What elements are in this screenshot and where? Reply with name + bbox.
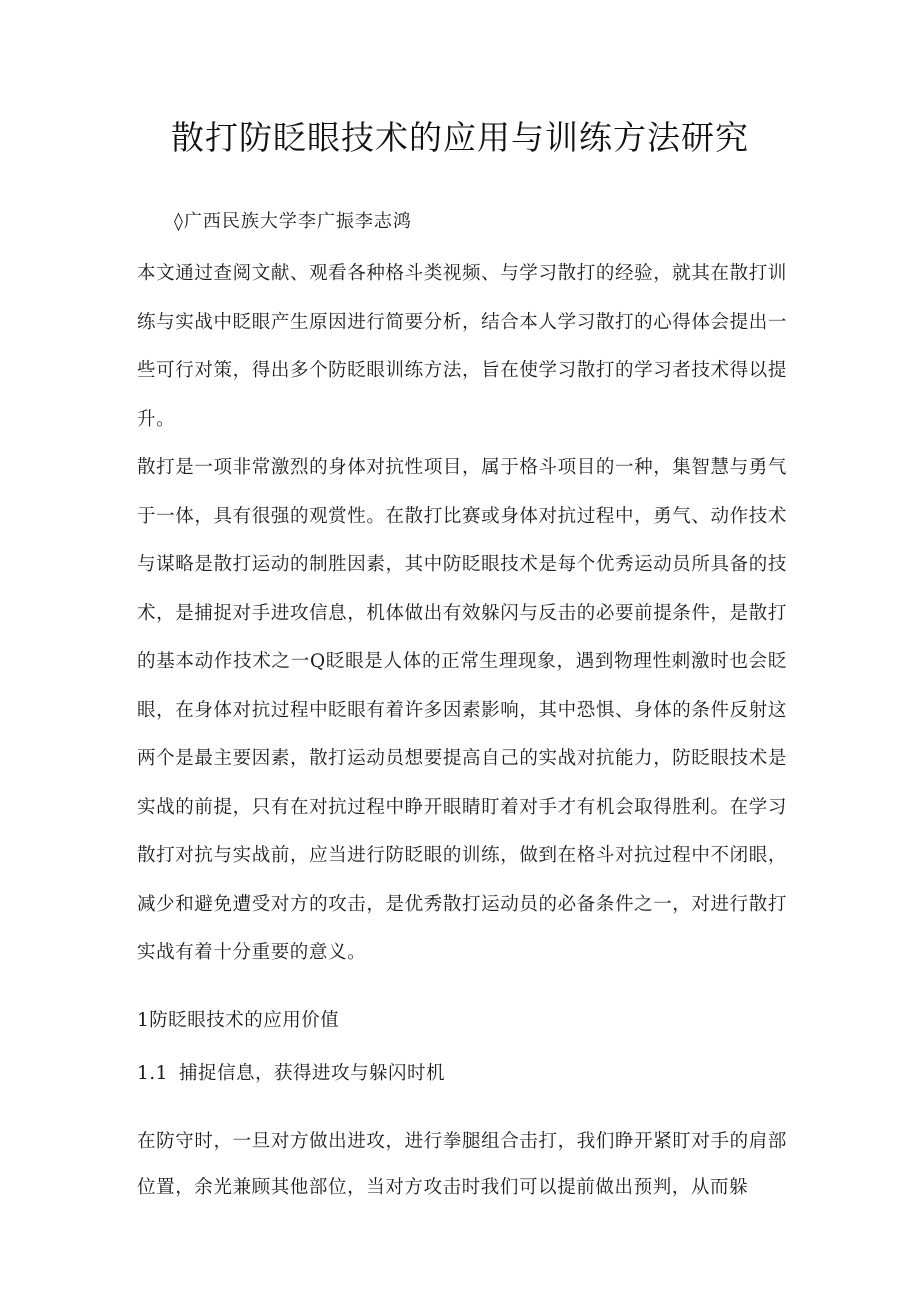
document-title: 散打防眨眼技术的应用与训练方法研究	[171, 118, 749, 157]
intro-paragraph: 散打是一项非常激烈的身体对抗性项目，属于格斗项目的一种，集智慧与勇气于一体，具有很强的观赏性。在散打比赛或身体对抗过程中，勇气、动作技术与谋略是散打运动的制胜因素，其中防眨眼技术是每个优秀运动员所具备的技术，是捕捉对手进攻信息，机体做出有效躲闪与反击的必要前提条件，是散打的基本动作技术之一Q眨眼是人体的正常生理现象，遇到物理性刺激时也会眨眼，在身体对抗过程中眨眼有着许多因素影响，其中恐惧、身体的条件反射这两个是最主要因素，散打运动员想要提高自己的实战对抗能力，防眨眼技术是实战的前提，只有在对抗过程中睁开眼睛盯着对手才有机会取得胜利。在学习散打对抗与实战前，应当进行防眨眼的训练，做到在格斗对抗过程中不闭眼，减少和避免遭受对方的攻击，是优秀散打运动员的必备条件之一，对进行散打实战有着十分重要的意义。	[137, 457, 787, 963]
section-number: 1.1	[137, 1063, 168, 1084]
section-heading-1: 1防眨眼技术的应用价值	[137, 1010, 340, 1031]
abstract-paragraph: 本文通过查阅文献、观看各种格斗类视频、与学习散打的经验，就其在散打训练与实战中眨眼产生原因进行简要分析，结合本人学习散打的心得体会提出一些可行对策，得出多个防眨眼训练方法，旨在使学习散打的学习者技术得以提升。	[137, 263, 787, 430]
section-heading-1-1	[137, 1059, 445, 1085]
section-title: 捕捉信息，获得进攻与躲闪时机	[179, 1063, 446, 1084]
author-line: ◊广西民族大学李广振李志鸿	[174, 211, 412, 232]
section-body-paragraph: 在防守时，一旦对方做出进攻，进行拳腿组合击打，我们睁开紧盯对手的肩部位置，余光兼顾其他部位，当对方攻击时我们可以提前做出预判，从而躲	[137, 1131, 787, 1198]
